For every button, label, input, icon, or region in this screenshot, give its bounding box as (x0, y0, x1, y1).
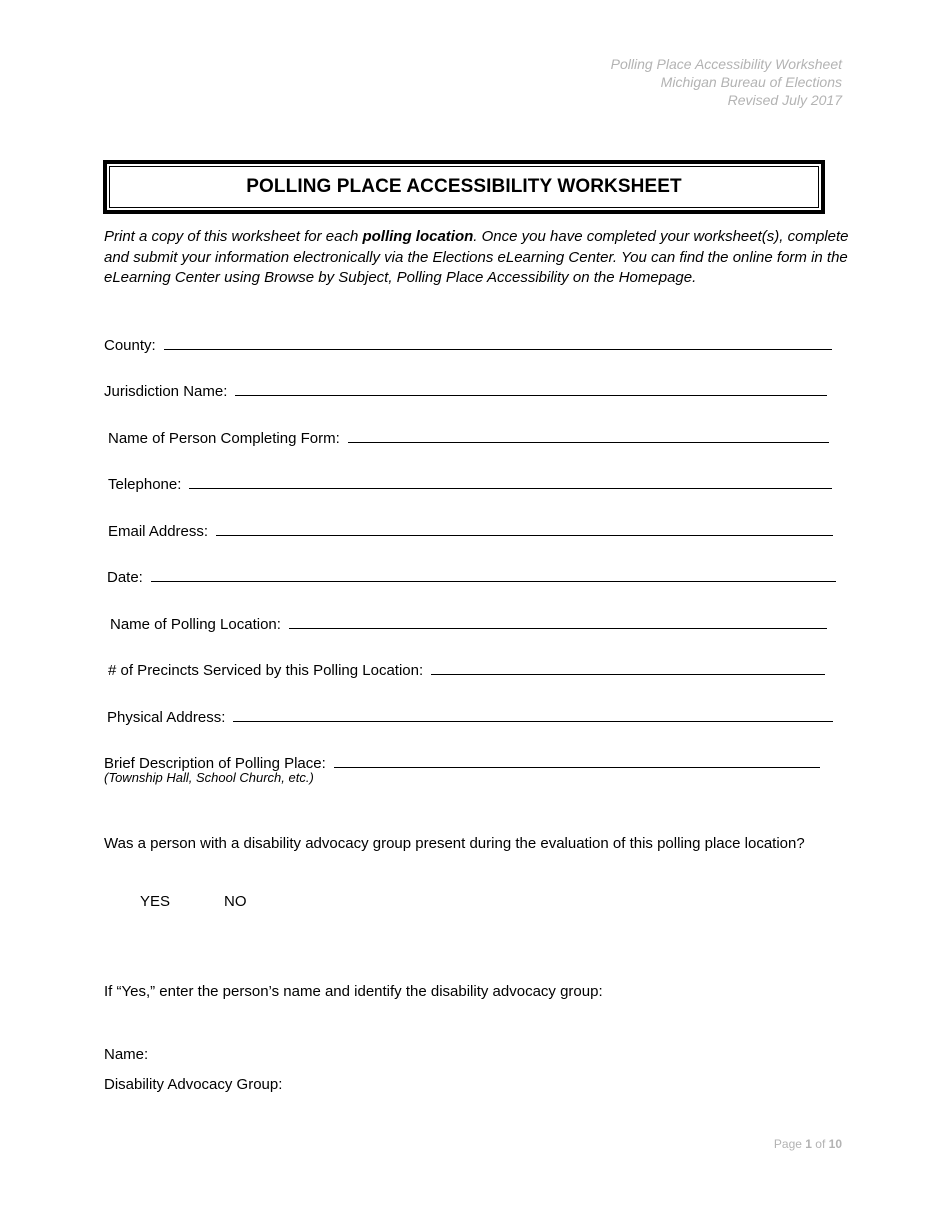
address-label: Physical Address: (107, 709, 226, 726)
county-label: County: (104, 337, 156, 354)
email-line[interactable] (216, 521, 833, 536)
date-field (107, 567, 836, 587)
document-header (611, 55, 842, 109)
followup-instruction: If “Yes,” enter the person’s name and identify the disability advocacy group: (104, 983, 603, 1000)
polling-location-field (110, 614, 827, 634)
email-label: Email Address: (108, 523, 209, 540)
advocacy-group-label[interactable]: Disability Advocacy Group: (104, 1076, 283, 1093)
title-inner-border (109, 166, 819, 208)
description-hint: (Township Hall, School Church, etc.) (104, 770, 314, 785)
jurisdiction-label: Jurisdiction Name: (104, 383, 228, 400)
header-title: Polling Place Accessibility Worksheet (610, 56, 842, 72)
address-field (107, 707, 833, 727)
telephone-label: Telephone: (108, 476, 182, 493)
address-line[interactable] (233, 707, 833, 722)
header-agency: Michigan Bureau of Elections (660, 74, 842, 90)
date-label: Date: (107, 569, 143, 586)
option-yes[interactable]: YES (140, 893, 171, 910)
header-revision: Revised July 2017 (727, 92, 842, 108)
date-line[interactable] (151, 567, 836, 582)
page-prefix: Page (773, 1137, 806, 1151)
page-number (774, 1137, 842, 1151)
description-line[interactable] (334, 753, 820, 768)
page-of: of (811, 1137, 829, 1151)
option-no[interactable]: NO (224, 893, 247, 910)
county-field (104, 335, 832, 355)
jurisdiction-line[interactable] (235, 381, 827, 396)
polling-location-label: Name of Polling Location: (110, 616, 281, 633)
page-current: 1 (805, 1137, 812, 1151)
intro-text-1: Print a copy of this worksheet for each (104, 228, 363, 245)
intro-paragraph (104, 227, 849, 289)
precincts-field (108, 660, 825, 680)
person-label: Name of Person Completing Form: (108, 430, 340, 447)
page-title: POLLING PLACE ACCESSIBILITY WORKSHEET (246, 176, 682, 197)
intro-text-2: . Once you have completed your worksheet(s), complete and submit your information electronically via the Elections eLearning Center. You can find the online form in the eLearning Center using Browse by Subject, Polling Place Accessibility on the Homepage. (104, 228, 849, 286)
county-line[interactable] (164, 335, 832, 350)
description-label: Brief Description of Polling Place: (104, 755, 326, 772)
telephone-line[interactable] (189, 474, 832, 489)
name-label[interactable]: Name: (104, 1046, 149, 1063)
jurisdiction-field (104, 381, 827, 401)
telephone-field (108, 474, 832, 494)
precincts-label: # of Precincts Serviced by this Polling Location: (108, 662, 424, 679)
person-line[interactable] (348, 428, 829, 443)
intro-bold: polling location (362, 228, 474, 245)
person-field (108, 428, 829, 448)
page-total: 10 (828, 1137, 842, 1151)
precincts-line[interactable] (431, 660, 825, 675)
email-field (108, 521, 833, 541)
title-box (103, 160, 825, 214)
polling-location-line[interactable] (289, 614, 827, 629)
advocacy-question: Was a person with a disability advocacy group present during the evaluation of this polling place location? (104, 835, 805, 852)
